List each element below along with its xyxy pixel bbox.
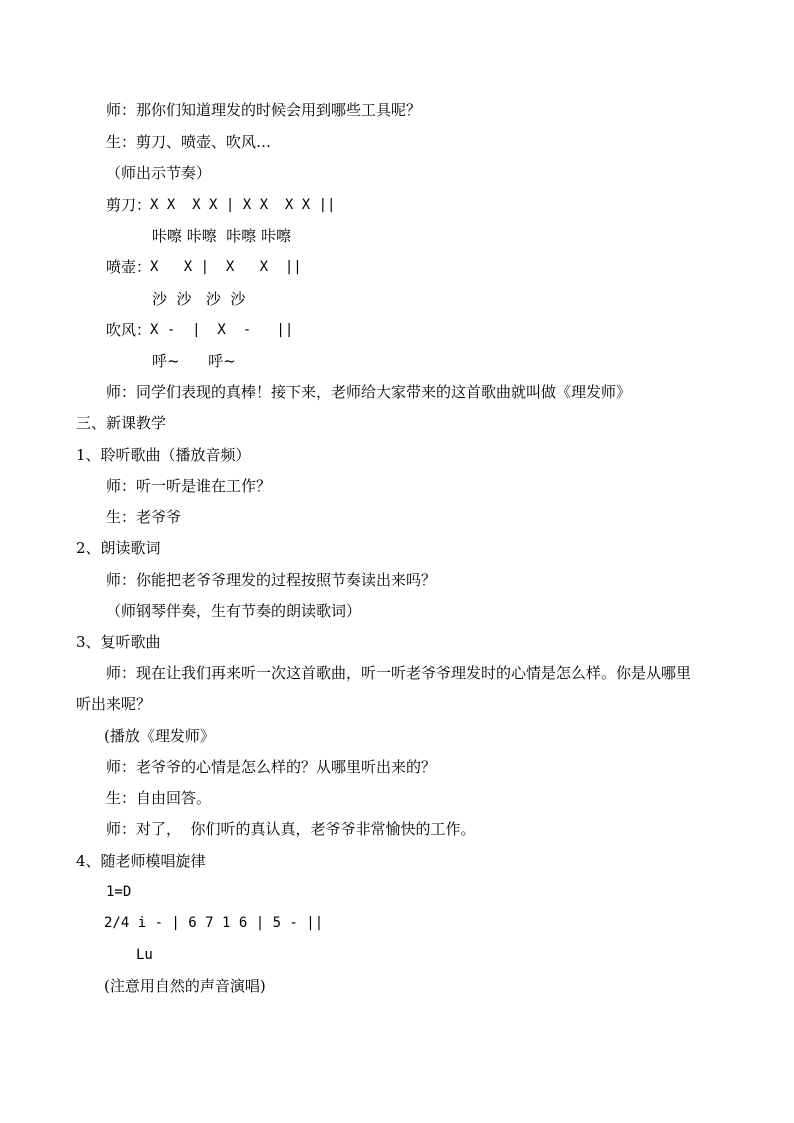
rhythm-sprayer-syllables: 沙 沙 沙 沙 <box>152 290 246 308</box>
dialogue-teacher-praise: 师：对了， 你们听的真认真，老爷爷非常愉快的工作。 <box>106 820 476 838</box>
dialogue-teacher-tools-question: 师：那你们知道理发的时候会用到哪些工具呢？ <box>106 101 422 119</box>
rhythm-sprayer-label: 喷壶： <box>106 258 152 276</box>
dialogue-teacher-read-rhythm: 师：你能把老爷爷理发的过程按照节奏读出来吗？ <box>106 571 437 589</box>
section-heading-new-lesson: 三、新课教学 <box>76 414 167 432</box>
dialogue-student-grandpa: 生：老爷爷 <box>106 508 182 526</box>
rhythm-scissors-label: 剪刀： <box>106 196 152 214</box>
dialogue-student-free-answer: 生：自由回答。 <box>106 789 212 807</box>
dialogue-student-tools-answer: 生：剪刀、喷壶、吹风… <box>106 133 272 151</box>
step-heading-read-lyrics: 2、朗读歌词 <box>76 539 161 557</box>
step-heading-relisten: 3、复听歌曲 <box>76 633 161 651</box>
rhythm-dryer-syllables: 呼~ 呼~ <box>152 352 236 370</box>
rhythm-scissors-notation: X X X X | X X X X || <box>150 197 336 213</box>
stage-direction-play-song: (播放《理发师》 <box>104 727 215 745</box>
rhythm-sprayer-notation: X X | X X || <box>150 259 302 275</box>
rhythm-dryer-label: 吹风： <box>106 321 152 339</box>
step-heading-sing-melody: 4、随老师模唱旋律 <box>76 852 206 870</box>
stage-direction-natural-voice: (注意用自然的声音演唱) <box>104 977 266 995</box>
melody-key: 1=D <box>106 884 132 900</box>
step-heading-listen: 1、聆听歌曲（播放音频） <box>76 446 251 464</box>
rhythm-scissors-syllables: 咔嚓 咔嚓 咔嚓 咔嚓 <box>152 227 292 245</box>
stage-direction-show-rhythm: （师出示节奏） <box>106 164 212 182</box>
dialogue-teacher-mood-question-cont: 听出来呢？ <box>76 695 152 713</box>
dialogue-teacher-mood-how: 师：老爷爷的心情是怎么样的？从哪里听出来的？ <box>106 758 437 776</box>
melody-syllable: Lu <box>136 947 153 963</box>
dialogue-teacher-who-working: 师：听一听是谁在工作？ <box>106 477 272 495</box>
dialogue-teacher-mood-question: 师：现在让我们再来听一次这首歌曲，听一听老爷爷理发时的心情是怎么样。你是从哪里 <box>106 664 692 682</box>
rhythm-dryer-notation: X - | X - || <box>150 322 294 338</box>
dialogue-teacher-introduce-song: 师：同学们表现的真棒！接下来，老师给大家带来的这首歌曲就叫做《理发师》 <box>106 383 632 401</box>
stage-direction-piano: （师钢琴伴奏，生有节奏的朗读歌词） <box>106 602 362 620</box>
melody-notation: 2/4 i - | 6 7 1 6 | 5 - || <box>104 915 324 931</box>
